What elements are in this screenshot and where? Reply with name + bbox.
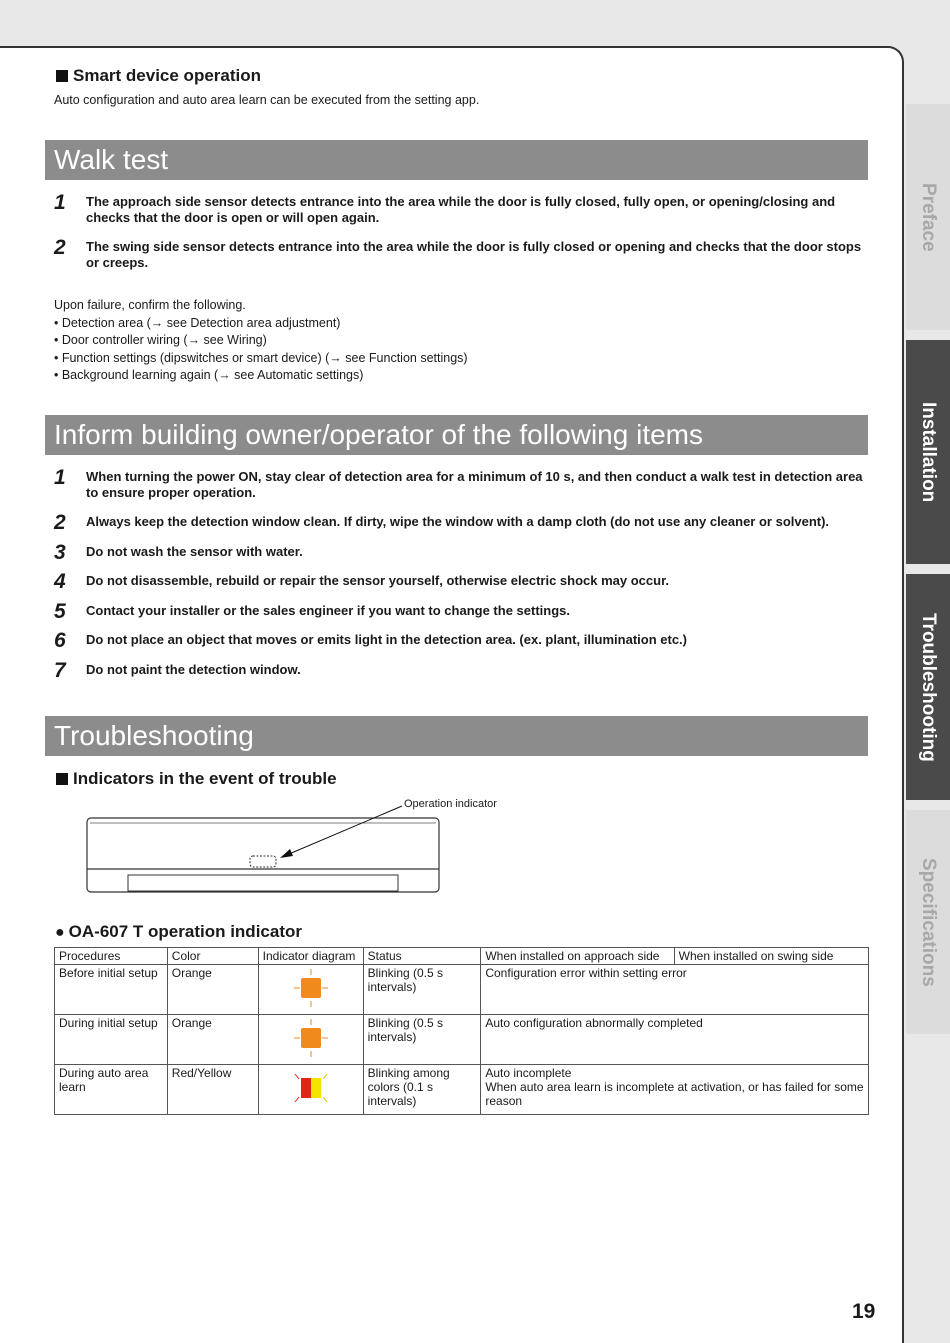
item-number: 4 — [54, 570, 66, 593]
item-number: 1 — [54, 191, 66, 214]
list-item — [54, 191, 870, 228]
column-header: When installed on approach side — [481, 948, 674, 965]
tab-label: Preface — [918, 182, 939, 252]
list-item — [54, 541, 870, 564]
status-cell: Blinking (0.5 s intervals) — [363, 1015, 481, 1065]
orange-blink-indicator-icon — [263, 966, 359, 1010]
failure-intro: Upon failure, confirm the following. — [54, 298, 246, 312]
list-item — [54, 570, 870, 593]
inform-banner: Inform building owner/operator of the following items — [45, 415, 868, 455]
item-text: Contact your installer or the sales engineer if you want to change the settings. — [86, 603, 570, 618]
oa-heading: ● OA-607 T operation indicator — [55, 922, 302, 941]
table-row — [55, 965, 869, 1015]
item-text: The swing side sensor detects entrance into the area while the door is fully closed or opening and checks that the door stops or creeps. — [86, 239, 862, 270]
indicator-diagram-cell — [258, 1065, 363, 1115]
item-number: 2 — [54, 511, 66, 534]
indicator-table — [54, 947, 869, 1115]
item-text: Do not paint the detection window. — [86, 662, 301, 677]
detection-window — [128, 875, 398, 891]
failure-item: • Door controller wiring (→ see Wiring) — [54, 333, 267, 348]
item-number: 2 — [54, 236, 66, 259]
color-cell: Red/Yellow — [167, 1065, 258, 1115]
list-item — [54, 511, 870, 534]
status-cell: Blinking (0.5 s intervals) — [363, 965, 481, 1015]
tab-specifications[interactable] — [906, 810, 950, 1034]
red-yellow-blink-indicator-icon — [263, 1066, 359, 1110]
table-row — [55, 1065, 869, 1115]
tab-label: Installation — [918, 401, 939, 503]
item-number: 5 — [54, 600, 66, 623]
color-cell: Orange — [167, 965, 258, 1015]
square-bullet-icon — [56, 70, 68, 82]
list-item — [54, 466, 870, 503]
page-number: 19 — [852, 1300, 876, 1323]
column-header: Color — [167, 948, 258, 965]
result-cell: Configuration error within setting error — [481, 965, 869, 1015]
indicators-heading: Indicators in the event of trouble — [56, 769, 337, 789]
result-cell: Auto configuration abnormally completed — [481, 1015, 869, 1065]
table-row — [55, 1015, 869, 1065]
failure-item: • Detection area (→ see Detection area adjustment) — [54, 315, 341, 330]
walk-test-banner: Walk test — [45, 140, 868, 180]
item-number: 1 — [54, 466, 66, 489]
column-header: Status — [363, 948, 481, 965]
column-header: Procedures — [55, 948, 168, 965]
failure-checklist — [54, 297, 468, 385]
item-text: When turning the power ON, stay clear of detection area for a minimum of 10 s, and then conduct a walk test in detection area to ensure proper operation. — [86, 469, 863, 500]
column-header: When installed on swing side — [674, 948, 868, 965]
procedure-cell: Before initial setup — [55, 965, 168, 1015]
sensor-diagram — [84, 795, 444, 895]
tab-label: Specifications — [918, 857, 939, 987]
smart-device-heading: Smart device operation — [56, 66, 261, 86]
item-text: Do not wash the sensor with water. — [86, 544, 303, 559]
tab-troubleshooting[interactable] — [906, 574, 950, 800]
indicator-diagram-cell — [258, 1015, 363, 1065]
list-item — [54, 659, 870, 682]
procedure-cell: During auto area learn — [55, 1065, 168, 1115]
item-number: 3 — [54, 541, 66, 564]
failure-item: • Function settings (dipswitches or smart device) (→ see Function settings) — [54, 350, 468, 365]
item-text: Always keep the detection window clean. If dirty, wipe the window with a damp cloth (do not use any cleaner or solvent). — [86, 514, 830, 529]
result-cell: Auto incomplete When auto area learn is incomplete at activation, or has failed for some reason — [481, 1065, 869, 1115]
tab-label: Troubleshooting — [918, 612, 939, 762]
color-cell: Orange — [167, 1015, 258, 1065]
column-header: Indicator diagram — [258, 948, 363, 965]
orange-blink-indicator-icon — [263, 1016, 359, 1060]
smart-device-description: Auto configuration and auto area learn can be executed from the setting app. — [54, 93, 480, 107]
item-number: 7 — [54, 659, 66, 682]
tab-installation[interactable] — [906, 340, 950, 564]
circle-bullet-icon: ● — [55, 924, 65, 941]
table-header-row — [55, 948, 869, 965]
list-item — [54, 236, 870, 273]
operation-indicator-label: Operation indicator — [404, 798, 497, 810]
square-bullet-icon — [56, 773, 68, 785]
item-text: Do not place an object that moves or emits light in the detection area. (ex. plant, illumination etc.) — [86, 632, 687, 647]
list-item — [54, 600, 870, 623]
item-text: Do not disassemble, rebuild or repair the sensor yourself, otherwise electric shock may occur. — [86, 573, 670, 588]
status-cell: Blinking among colors (0.1 s intervals) — [363, 1065, 481, 1115]
tab-preface[interactable] — [906, 104, 950, 330]
item-number: 6 — [54, 629, 66, 652]
item-text: The approach side sensor detects entrance into the area while the door is fully closed, fully open, or opening/closing and checks that the door is open or will open again. — [86, 194, 836, 225]
failure-item: • Background learning again (→ see Automatic settings) — [54, 368, 364, 383]
troubleshooting-banner: Troubleshooting — [45, 716, 868, 756]
procedure-cell: During initial setup — [55, 1015, 168, 1065]
list-item — [54, 629, 870, 652]
indicator-diagram-cell — [258, 965, 363, 1015]
